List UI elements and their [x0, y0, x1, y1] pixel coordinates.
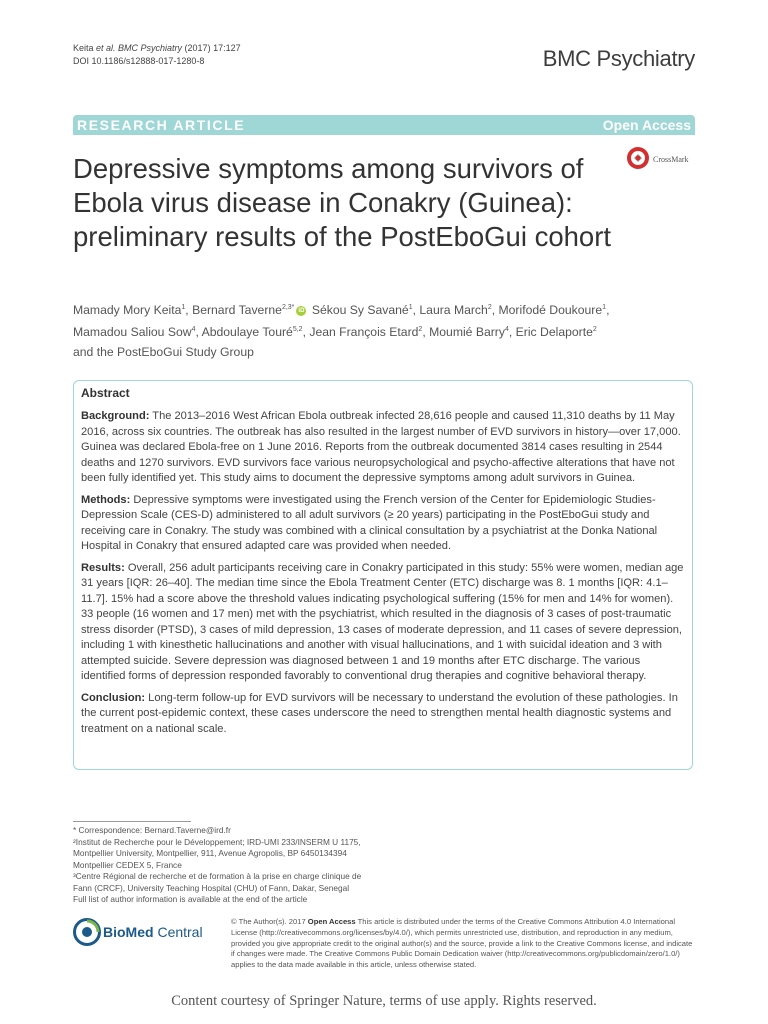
author-affiliation: 1: [408, 304, 413, 311]
affiliation-note: ³Centre Régional de recherche et de formation à la prise en charge clinique de Fann (CRCF), University Teaching Hospital (CHU) of Fann, Dakar, Senegal: [73, 871, 362, 893]
abstract-conclusion: Conclusion: Long-term follow-up for EVD survivors will be necessary to understand the evolution of these pathologies. In the current post-epidemic context, these cases underscore the need to strengthen mental health diagnostic systems and treatment on a national scale.: [81, 691, 678, 735]
author-affiliation: 2: [418, 326, 423, 334]
article-type-label: RESEARCH ARTICLE: [77, 117, 246, 133]
abstract-methods: Methods: Depressive symptoms were investigated using the French version of the Center for Epidemiologic Studies-Depression Scale (CES-D) administered to all adult survivors (≥ 20 years) participating in the PostEboGui study and receiving care in Conakry. The study was combined with a clinical consultation by a psychiatrist at the Donka National Hospital in Conakry that ensured adapted care was provided when needed.: [81, 493, 658, 552]
journal-name: BMC Psychiatry: [542, 46, 695, 71]
author-name: Mamadou Saliou Sow: [73, 325, 192, 340]
author-name: Morifodé Doukoure: [498, 303, 603, 318]
abstract-results: Results: Overall, 256 adult participants receiving care in Conakry participated in this study: 55% were women, median age 31 years [IQR: 26–40]. The median time since the Ebola Treatment Center (ETC) discharge was 8. 1 months [IQR: 4.1–11.7]. 15% had a score above the threshold values indicating psychological suffering (15% for men and 14% for women). 33 people (16 women and 17 men) met with the psychiatrist, which resulted in the diagnosis of 3 cases of post-traumatic stress disorder (PTSD), 3 cases of mild depression, 13 cases of moderate depression, and 11 cases of severe depression, including 1 with kinesthetic hallucinations and another with visual hallucinations, and 1 with suicidal ideation and 3 with attempted suicide. Severe depression was diagnosed between 1 and 19 months after ETC discharge. The various identified forms of depression responded favorably to conventional drug therapies and cognitive behavioral therapy.: [81, 561, 684, 682]
author-info-note: Full list of author information is available at the end of the article: [73, 894, 308, 904]
author-affiliation: 4: [504, 326, 509, 334]
affiliation-note: ²Institut de Recherche pour le Développement; IRD-UMI 233/INSERM U 1175, Montpellier University, Montpellier, 911, Avenue Agropolis, BP 6450134394 Montpellier CEDEX 5, France: [73, 836, 361, 870]
logo-text-bold: BioMed: [103, 924, 154, 940]
author-name: Sékou Sy Savané: [311, 303, 409, 318]
biomed-central-logo-icon: [73, 918, 101, 946]
correspondence-note[interactable]: * Correspondence: Bernard.Taverne@ird.fr: [73, 825, 231, 835]
footnotes: [73, 825, 373, 906]
author-line-3: and the PostEboGui Study Group: [73, 345, 254, 360]
author-name: Abdoulaye Touré: [201, 325, 293, 340]
open-access-label: Open Access: [602, 117, 691, 133]
author-affiliation: 1: [181, 304, 186, 311]
crossmark-label: CrossMark: [653, 155, 689, 164]
abstract-heading: Abstract: [81, 386, 130, 400]
author-line-2: Mamadou Saliou Sow$^4$, Abdoulaye Touré$^{5,2}$, Jean François Etard$^2$, Moumié Barry$^4$, Eric Delaporte$^2$: [73, 325, 597, 340]
author-line-1: Mamady Mory Keita$^1$, Bernard Taverne$^{2,3*}$ iD Sékou Sy Savané$^1$, Laura March$^2$, Morifodé Doukoure$^1$,: [73, 303, 610, 318]
author-name: Moumié Barry: [429, 325, 505, 340]
doi-line[interactable]: DOI 10.1186/s12888-017-1280-8: [73, 56, 205, 66]
article-title: Depressive symptoms among survivors of Ebola virus disease in Conakry (Guinea): preliminary results of the PostEboGui cohort: [73, 153, 612, 252]
author-affiliation: 2,3*: [281, 304, 295, 311]
abstract-background: Background: The 2013–2016 West African Ebola outbreak infected 28,616 people and caused 11,310 deaths by 11 May 2016, across six countries. The outbreak has also resulted in the largest number of EVD survivors in history—over 17,000. Guinea was declared Ebola-free on 1 June 2016. Reports from the outbreak documented 3814 cases resulting in 2544 deaths and 1270 survivors. EVD survivors face various neuropsychological and psycho-affective alterations that have not been fully identified yet. This study aims to document the depressive symptoms among adult survivors in Guinea.: [81, 410, 681, 484]
author-affiliation: 2: [592, 326, 597, 334]
biomed-central-logo: [73, 917, 223, 947]
author-affiliation: 2: [487, 304, 492, 311]
crossmark-icon: [626, 146, 650, 170]
logo-text: Central: [153, 924, 203, 940]
author-name: Bernard Taverne: [192, 303, 282, 318]
author-name: Laura March: [419, 303, 488, 318]
author-name: Jean François Etard: [309, 325, 419, 340]
citation-line: Keita et al. BMC Psychiatry (2017) 17:127: [73, 43, 241, 53]
author-name: Eric Delaporte: [515, 325, 593, 340]
author-list: [73, 298, 693, 362]
author-affiliation: 1: [602, 304, 607, 311]
abstract-box: [73, 380, 693, 770]
author-affiliation: 4: [191, 326, 196, 334]
footnote-divider: [73, 821, 191, 822]
citation-block: [73, 42, 241, 68]
courtesy-notice: Content courtesy of Springer Nature, terms of use apply. Rights reserved.: [171, 993, 597, 1009]
orcid-icon[interactable]: iD: [298, 307, 305, 314]
license-statement: © The Author(s). 2017 Open Access This article is distributed under the terms of the Creative Commons Attribution 4.0 International License (http://creativecommons.org/licenses/by/4.0/), which permits unrestricted use, distribution, and reproduction in any medium, provided you give appropriate credit to the original author(s) and the source, provide a link to the Creative Commons license, and indicate if changes were made. The Creative Commons Public Domain Dedication waiver (http://creativecommons.org/publicdomain/zero/1.0/) applies to the data made available in this article, unless otherwise stated.: [231, 917, 693, 970]
crossmark-badge[interactable]: [626, 146, 689, 175]
author-name: Mamady Mory Keita: [73, 303, 182, 318]
article-type-banner: [73, 115, 695, 135]
author-affiliation: 5,2: [292, 326, 303, 334]
